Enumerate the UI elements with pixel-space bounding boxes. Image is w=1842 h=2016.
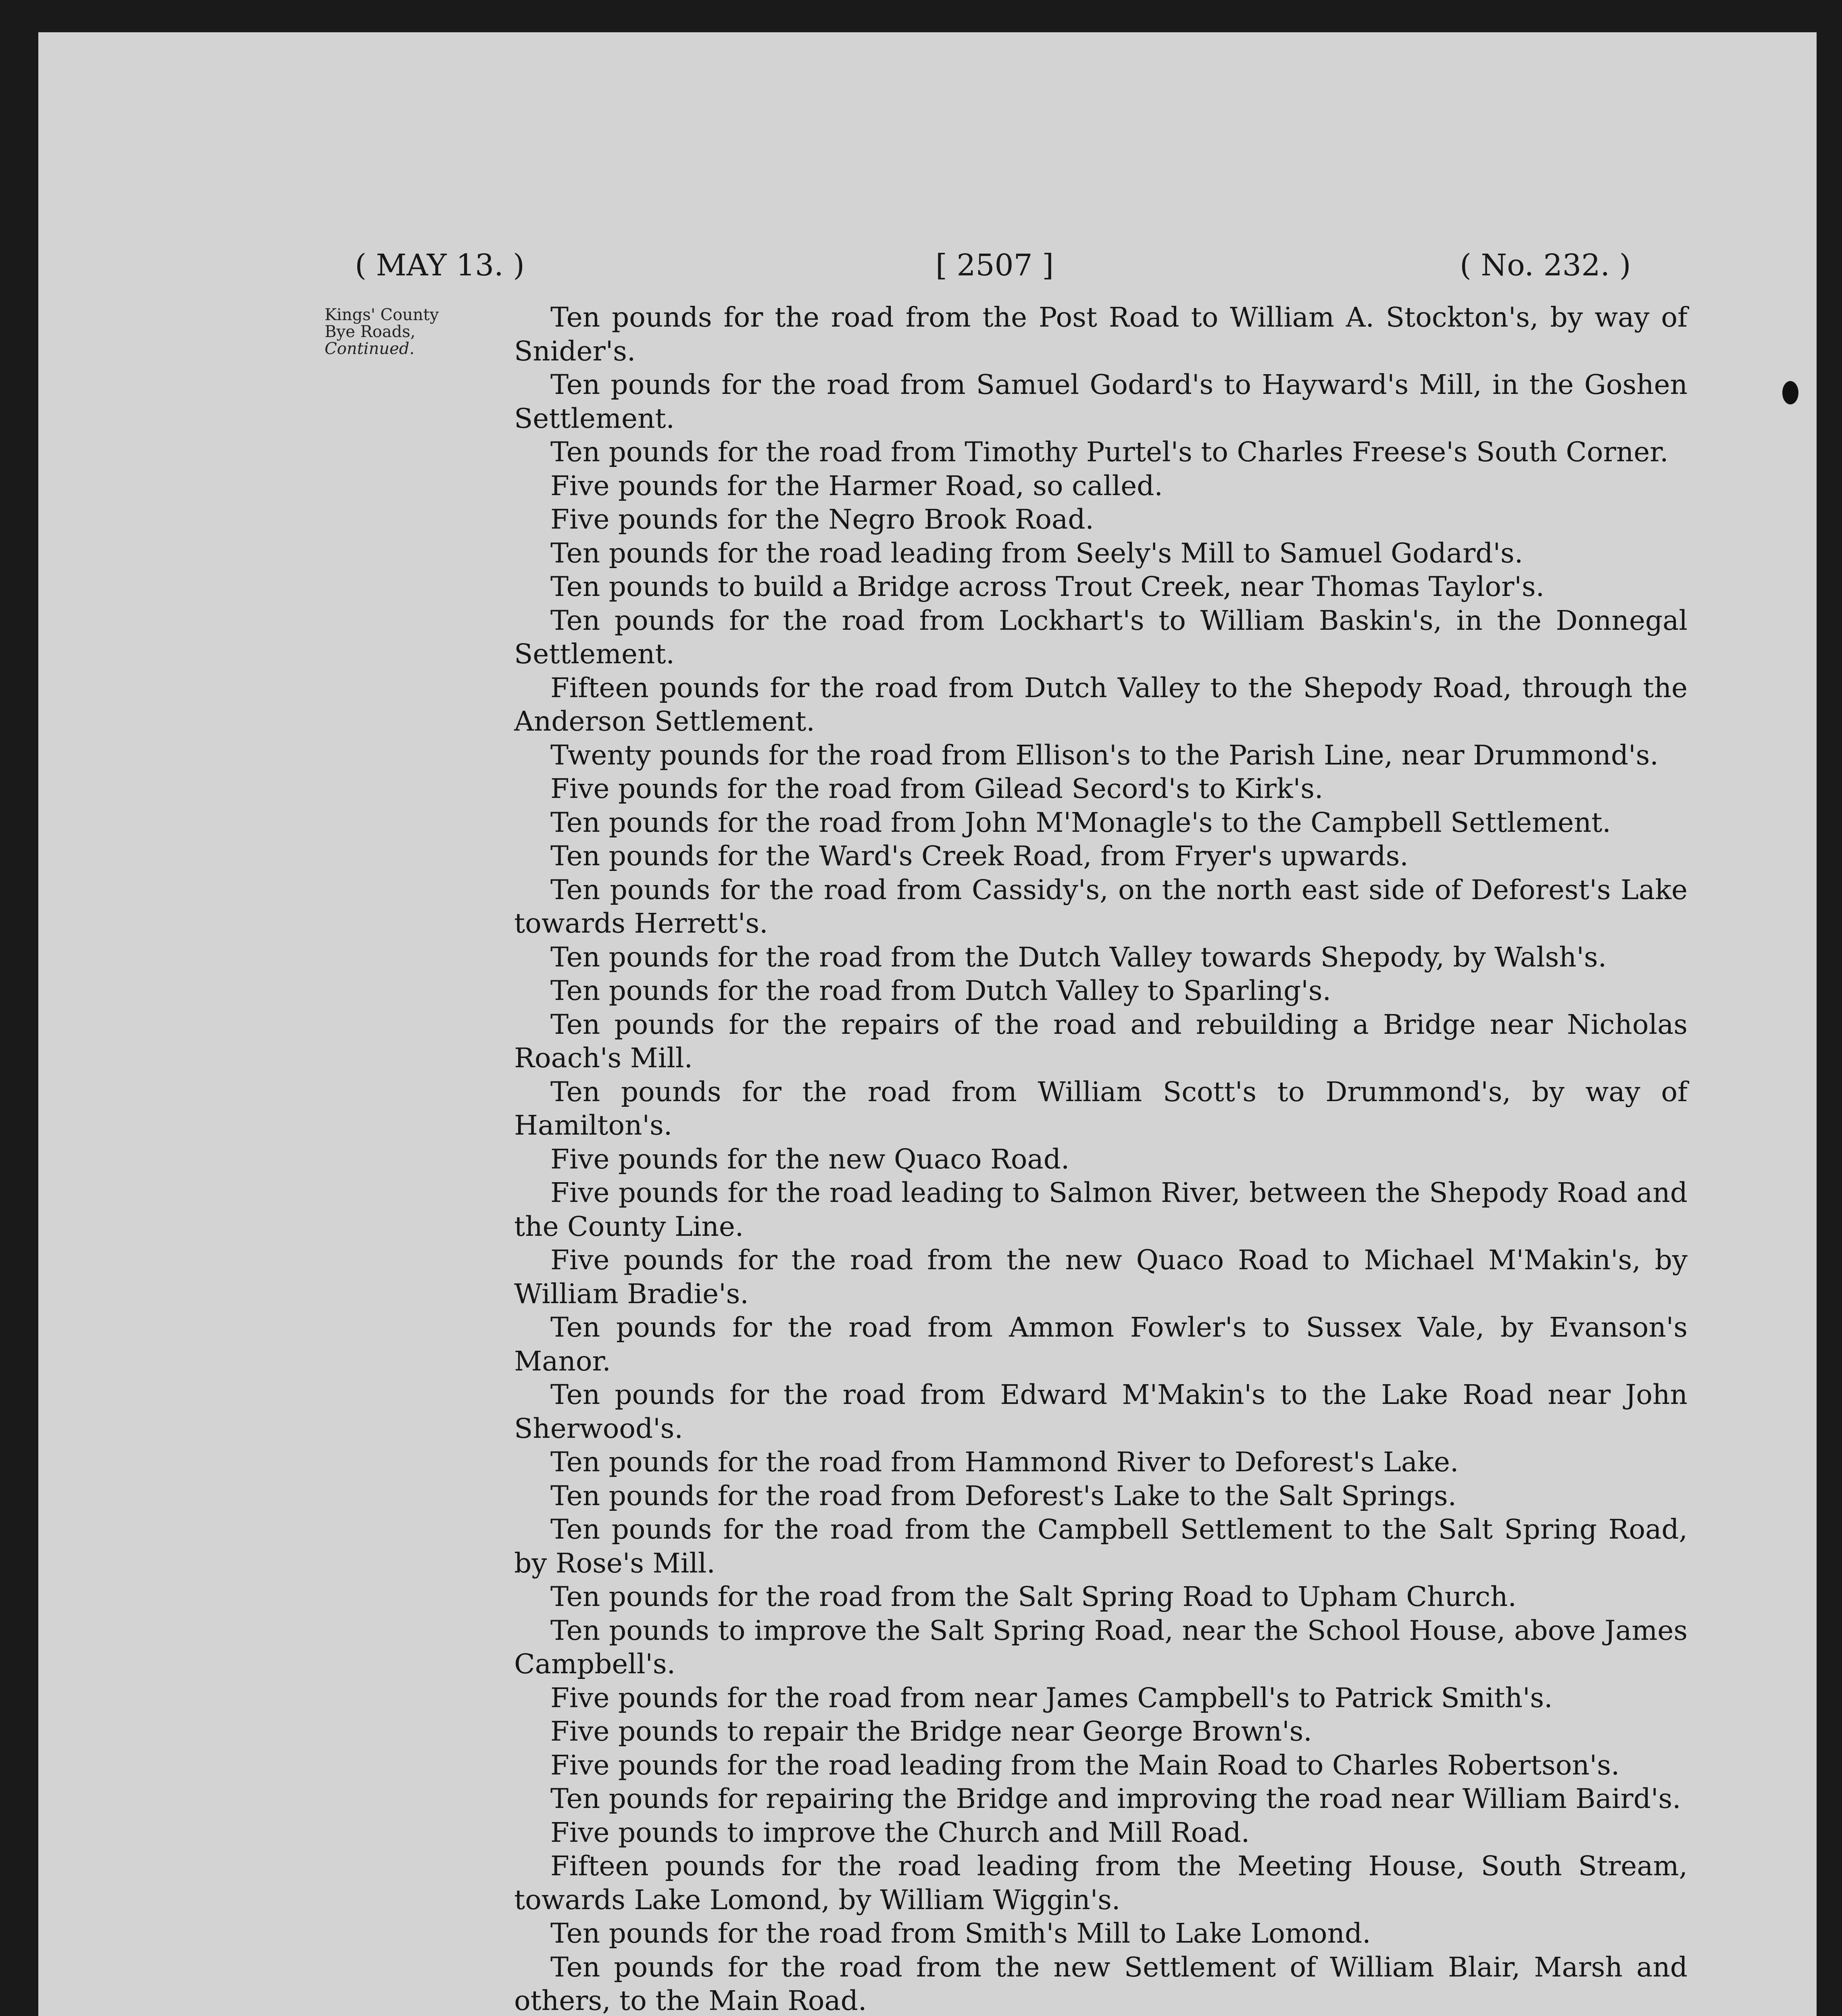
paragraph: Ten pounds for the Ward's Creek Road, from Fryer's upwards. <box>550 840 1409 872</box>
paragraph: Ten pounds for the road from William Scott's to Drummond's, by way of Hamilton's. <box>514 1075 1688 1141</box>
paragraph: Ten pounds for the road from Ammon Fowler's to Sussex Vale, by Evanson's Manor. <box>514 1311 1688 1377</box>
paragraph: Ten pounds for the road from the Campbell Settlement to the Salt Spring Road, by Rose's Mill. <box>514 1513 1688 1579</box>
paragraph: Five pounds for the road leading to Salmon River, between the Shepody Road and the County Line. <box>514 1177 1688 1242</box>
paragraph: Five pounds for the road from Gilead Secord's to Kirk's. <box>550 773 1323 804</box>
margin-note-line: Kings' County <box>325 306 439 324</box>
header-page-number: [ 2507 ] <box>936 248 1054 283</box>
paragraph: Five pounds for the Negro Brook Road. <box>550 503 1094 535</box>
paragraph: Ten pounds to build a Bridge across Trout Creek, near Thomas Taylor's. <box>550 571 1544 602</box>
paragraph: Fifteen pounds for the road leading from the Meeting House, South Stream, towards Lake Lomond, by William Wiggin's. <box>514 1850 1688 1916</box>
paragraph: Five pounds to improve the Church and Mill Road. <box>550 1816 1250 1848</box>
body-text <box>514 300 1688 2016</box>
header-date: ( MAY 13. ) <box>355 248 525 283</box>
paragraph: Ten pounds for the road from Deforest's Lake to the Salt Springs. <box>550 1479 1457 1512</box>
paragraph: Ten pounds for the road leading from Seely's Mill to Samuel Godard's. <box>550 537 1523 569</box>
paragraph: Ten pounds for the road from the Post Road to William A. Stockton's, by way of Snider's. <box>514 301 1688 367</box>
paragraph: Ten pounds for the road from the new Settlement of William Blair, Marsh and others, to the Main Road. <box>514 1951 1688 2016</box>
paragraph: Five pounds to repair the Bridge near George Brown's. <box>550 1715 1312 1747</box>
paragraph: Ten pounds for the road from the Dutch Valley towards Shepody, by Walsh's. <box>550 941 1607 973</box>
paragraph: Ten pounds for the road from Timothy Purtel's to Charles Freese's South Corner. <box>550 436 1669 468</box>
paragraph: Ten pounds for the road from Smith's Mill to Lake Lomond. <box>550 1917 1371 1949</box>
paragraph: Ten pounds for the road from Edward M'Makin's to the Lake Road near John Sherwood's. <box>514 1379 1688 1444</box>
margin-note-line: Continued. <box>325 339 415 358</box>
margin-note-line: Bye Roads, <box>325 323 416 341</box>
paragraph: Ten pounds for the road from Cassidy's, on the north east side of Deforest's Lake towards Herrett's. <box>514 873 1688 939</box>
header-act-number: ( No. 232. ) <box>1460 248 1631 283</box>
paragraph: Five pounds for the road from near James Campbell's to Patrick Smith's. <box>550 1681 1553 1714</box>
paragraph: Five pounds for the new Quaco Road. <box>550 1143 1070 1175</box>
paragraph: Ten pounds for the road from Hammond River to Deforest's Lake. <box>550 1446 1459 1478</box>
paragraph: Five pounds for the Harmer Road, so called. <box>550 469 1163 502</box>
paragraph: Ten pounds for the road from Samuel Godard's to Hayward's Mill, in the Goshen Settlement. <box>514 369 1688 434</box>
paragraph: Ten pounds for the road from Dutch Valley to Sparling's. <box>550 975 1331 1006</box>
binding-hole-mark-upper <box>1782 381 1798 404</box>
paragraph: Ten pounds for the road from the Salt Spring Road to Upham Church. <box>550 1581 1517 1612</box>
paragraph: Twenty pounds for the road from Ellison's to the Parish Line, near Drummond's. <box>550 739 1659 771</box>
paragraph: Ten pounds for the road from John M'Monagle's to the Campbell Settlement. <box>550 806 1611 838</box>
paragraph: Fifteen pounds for the road from Dutch Valley to the Shepody Road, through the Anderson Settlement. <box>514 671 1688 737</box>
paragraph: Ten pounds for repairing the Bridge and improving the road near William Baird's. <box>550 1783 1681 1814</box>
margin-note <box>325 306 462 357</box>
paragraph: Ten pounds to improve the Salt Spring Road, near the School House, above James Campbell's. <box>514 1614 1688 1680</box>
paragraph: Five pounds for the road leading from the Main Road to Charles Robertson's. <box>550 1749 1620 1781</box>
paragraph: Ten pounds for the road from Lockhart's to William Baskin's, in the Donnegal Settlement. <box>514 604 1688 670</box>
paragraph: Ten pounds for the repairs of the road and rebuilding a Bridge near Nicholas Roach's Mill. <box>514 1008 1688 1074</box>
paragraph: Five pounds for the road from the new Quaco Road to Michael M'Makin's, by William Bradie's. <box>514 1244 1688 1310</box>
